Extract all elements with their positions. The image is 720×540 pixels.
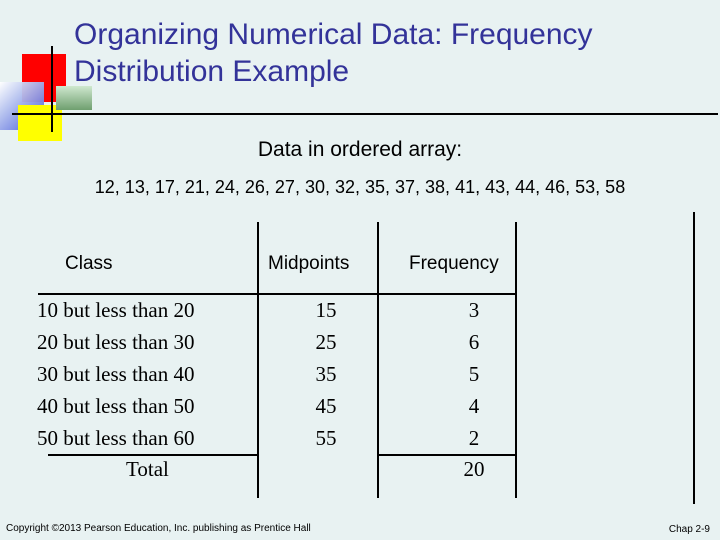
row-midpoint: 25 xyxy=(315,330,337,354)
row-midpoint: 15 xyxy=(315,298,337,322)
copyright-footer: Copyright ©2013 Pearson Education, Inc. publishing as Prentice Hall xyxy=(6,523,311,534)
row-frequency: 2 xyxy=(468,426,480,450)
header-class: Class xyxy=(65,253,113,274)
row-class: 50 but less than 60 xyxy=(37,426,195,450)
header-frequency: Frequency xyxy=(409,253,499,274)
total-line-right xyxy=(378,454,516,456)
table-border-right xyxy=(693,212,695,504)
total-value: 20 xyxy=(463,457,485,481)
row-frequency: 4 xyxy=(468,394,480,418)
table-divider-3 xyxy=(515,222,517,498)
subtitle: Data in ordered array: xyxy=(257,138,463,161)
row-class: 10 but less than 20 xyxy=(37,298,195,322)
row-class: 40 but less than 50 xyxy=(37,394,195,418)
row-class: 30 but less than 40 xyxy=(37,362,195,386)
row-frequency: 3 xyxy=(468,298,480,322)
header-midpoints: Midpoints xyxy=(268,253,350,274)
slide-title: Organizing Numerical Data: Frequency Distribution Example xyxy=(74,18,593,88)
row-frequency: 6 xyxy=(468,330,480,354)
page-number: Chap 2-9 xyxy=(668,524,710,535)
row-midpoint: 45 xyxy=(315,394,337,418)
row-midpoint: 35 xyxy=(315,362,337,386)
row-frequency: 5 xyxy=(468,362,480,386)
table-divider-2 xyxy=(377,222,379,498)
header-underline xyxy=(38,293,517,295)
ordered-data-array: 12, 13, 17, 21, 24, 26, 27, 30, 32, 35, 37, 38, 41, 43, 44, 46, 53, 58 xyxy=(94,177,626,197)
total-line-left xyxy=(48,454,258,456)
row-class: 20 but less than 30 xyxy=(37,330,195,354)
row-midpoint: 55 xyxy=(315,426,337,450)
table-divider-1 xyxy=(257,222,259,498)
total-label: Total xyxy=(126,457,169,481)
